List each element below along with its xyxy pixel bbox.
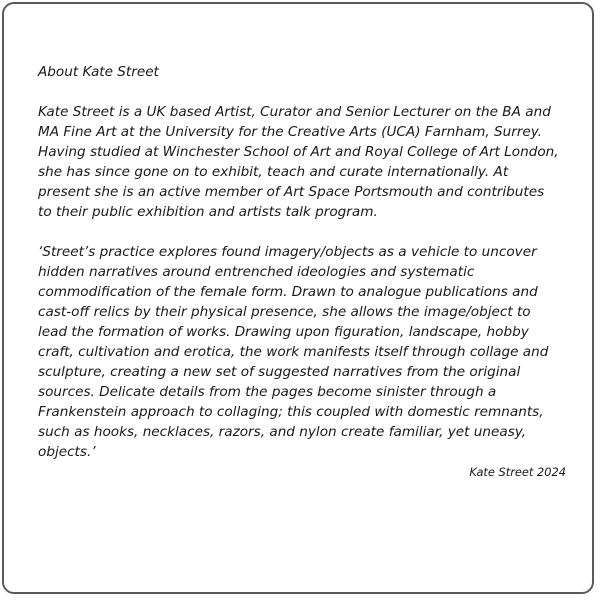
attribution: Kate Street 2024 — [469, 465, 566, 479]
bio-paragraph — [38, 102, 578, 222]
bio-line: Having studied at Winchester School of Art and Royal College of Art London, — [38, 144, 559, 160]
quote-line: cast-off relics by their physical presence, she allows the image/object to — [38, 304, 531, 320]
quote-line: lead the formation of works. Drawing upon figuration, landscape, hobby — [38, 324, 529, 340]
quote-line: sources. Delicate details from the pages become sinister through a — [38, 384, 497, 400]
bio-line: MA Fine Art at the University for the Creative Arts (UCA) Farnham, Surrey. — [38, 124, 543, 140]
quote-line: sculpture, creating a new set of suggested narratives from the original — [38, 364, 521, 380]
bio-line: present she is an active member of Art Space Portsmouth and contributes — [38, 184, 545, 200]
quote-line: ‘Street’s practice explores found imagery/objects as a vehicle to uncover — [38, 244, 537, 260]
quote-paragraph — [38, 242, 578, 462]
heading: About Kate Street — [38, 64, 159, 80]
bio-line: she has since gone on to exhibit, teach and curate internationally. At — [38, 164, 509, 180]
quote-line: craft, cultivation and erotica, the work manifests itself through collage and — [38, 344, 549, 360]
quote-line: such as hooks, necklaces, razors, and nylon create familiar, yet uneasy, — [38, 424, 527, 440]
quote-line: commodification of the female form. Drawn to analogue publications and — [38, 284, 538, 300]
bio-line: to their public exhibition and artists talk program. — [38, 204, 378, 220]
quote-line: objects.’ — [38, 444, 96, 460]
statement-body — [38, 62, 578, 480]
content-frame — [2, 2, 594, 594]
quote-line: hidden narratives around entrenched ideologies and systematic — [38, 264, 475, 280]
bio-line: Kate Street is a UK based Artist, Curator and Senior Lecturer on the BA and — [38, 104, 551, 120]
quote-line: Frankenstein approach to collaging; this coupled with domestic remnants, — [38, 404, 544, 420]
